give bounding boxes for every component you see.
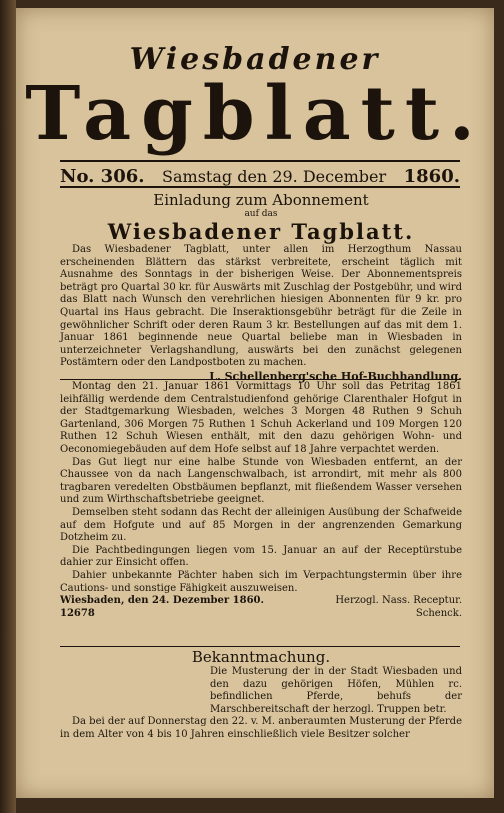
auction-paragraph-4: Die Pachtbedingungen liegen vom 15. Januar an auf der Receptürstube dahier zur Einsicht offen. xyxy=(60,544,462,569)
auction-reference-number: 12678 xyxy=(60,607,95,619)
masthead-rule-top xyxy=(60,160,460,162)
auction-signature-row-2 xyxy=(60,608,462,621)
auction-paragraph-3: Demselben steht sodann das Recht der alleinigen Ausübung der Schafweide auf dem Hofgute und auf 85 Morgen in der angrenzenden Gemarkung Dotzheim zu. xyxy=(60,506,462,544)
subscription-notice xyxy=(60,192,462,384)
announcement-notice xyxy=(60,649,462,742)
auction-signature-row-1 xyxy=(60,595,462,608)
newspaper-page xyxy=(16,8,494,798)
issue-number: No. 306. xyxy=(60,166,145,187)
invite-signature: L. Schellenberg'sche Hof-Buchhandlung. xyxy=(209,369,462,383)
masthead-tagblatt: Tagblatt. xyxy=(25,71,485,157)
auction-place-date: Wiesbaden, den 24. Dezember 1860. xyxy=(60,595,264,607)
masthead-wiesbadener: Wiesbadener xyxy=(129,42,381,77)
notice-heading: Bekanntmachung. xyxy=(191,648,331,666)
issue-line xyxy=(60,166,460,187)
auction-paragraph-1: Montag den 21. Januar 1861 Vormittags 10 Uhr soll das Petritag 1861 leihfällig werdende dem Centralstudienfond gehörige Clarenthaler Hofgut in der Stadtgemarkung Wiesbaden, welches 3 Morgen 48 Ruthen 9 Schuh Gartenland, 306 Morgen 75 Ruthen 1 Schuh Ackerland und 109 Morgen 120 Ruthen 12 Schuh Wiesen enthält, mit den dazu gehörigen Wohn- und Oeconomiegebäuden auf dem Hofe selbst auf 18 Jahre verpachtet werden. xyxy=(60,381,462,455)
invite-paper-name: Wiesbadener Tagblatt. xyxy=(107,219,415,244)
lease-auction-notice xyxy=(60,381,462,620)
invite-heading: Einladung zum Abonnement xyxy=(153,191,369,209)
auction-office: Herzogl. Nass. Receptur. xyxy=(335,595,462,607)
section-divider-2 xyxy=(60,646,460,647)
invite-subheading: auf das xyxy=(244,209,278,219)
masthead-rule-bottom xyxy=(60,186,460,188)
auction-paragraph-5: Dahier unbekannte Pächter haben sich im Verpachtungstermin über ihre Cautions- und sonstige Fähigkeit auszuweisen. xyxy=(60,569,462,594)
issue-date: Samstag den 29. December xyxy=(162,167,387,186)
issue-year: 1860. xyxy=(403,166,460,187)
invite-body: Das Wiesbadener Tagblatt, unter allen im Herzogthum Nassau erscheinenden Blättern das stärkst verbreitete, erscheint täglich mit Ausnahme des Sonntags in der bisherigen Weise. Der Abonnementspreis beträgt pro Quartal 30 kr. für Auswärts mit Zuschlag der Postgebühr, und wird das Blatt nach Wunsch den verehrlichen hiesigen Abonnenten für 9 kr. pro Quartal ins Haus gebracht. Die Inseraktionsgebühr beträgt für die Zeile in gewöhnlicher Schrift oder deren Raum 3 kr. Bestellungen auf das mit dem 1. Januar 1861 beginnende neue Quartal beliebe man in Wiesbaden in unterzeichneter Verlagshandlung, auswärts bei den zunächst gelegenen Postämtern oder den Landpostboten zu machen. xyxy=(60,244,462,369)
binding-edge xyxy=(0,0,16,813)
auction-signer: Schenck. xyxy=(415,607,462,619)
notice-subject: Die Musterung der in der Stadt Wiesbaden und den dazu gehörigen Höfen, Mühlen rc. befindlichen Pferde, behufs der Marschbereitschaft der herzogl. Truppen betr. xyxy=(210,666,462,715)
section-divider-1 xyxy=(60,379,460,380)
notice-paragraph: Da bei der auf Donnerstag den 22. v. M. anberaumten Musterung der Pferde in dem Alter von 4 bis 10 Jahren einschließlich viele Besitzer solcher xyxy=(60,716,462,740)
auction-paragraph-2: Das Gut liegt nur eine halbe Stunde von Wiesbaden entfernt, an der Chaussee von da nach Langenschwalbach, ist arrondirt, mit mehr als 800 tragbaren veredelten Obstbäumen bepflanzt, mit fließendem Wasser versehen und zum Wirthschaftsbetriebe geeignet. xyxy=(60,456,462,506)
